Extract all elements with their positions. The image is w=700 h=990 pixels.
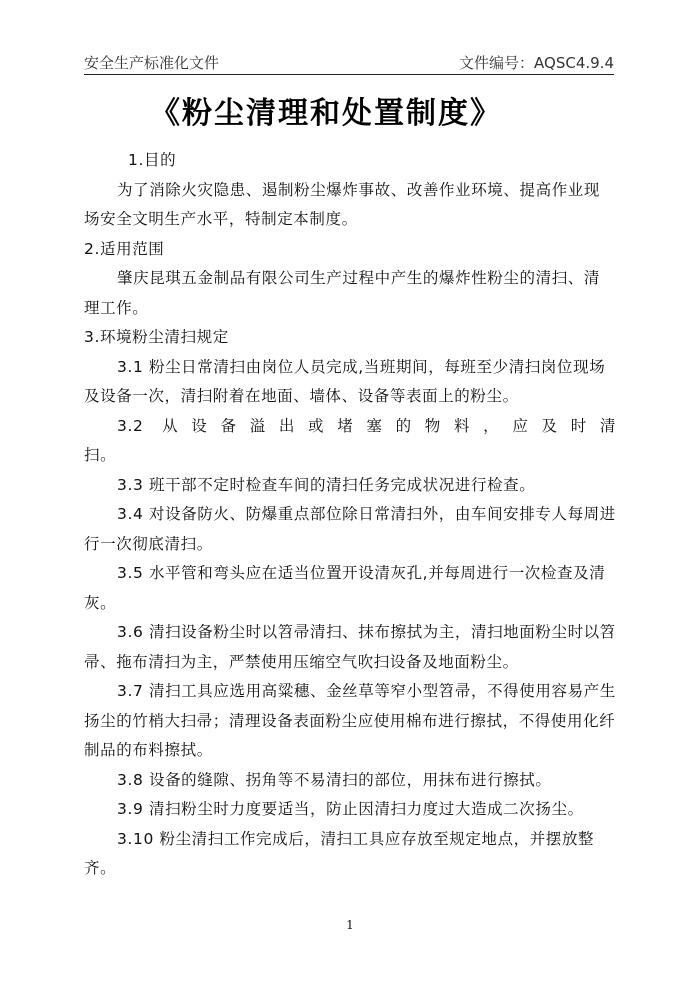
section-heading-rules: 3.环境粉尘清扫规定 (84, 328, 229, 346)
rule-item-continuation: 扫。 (84, 446, 117, 464)
rule-item: 3.6 清扫设备粉尘时以笤帚清扫、抹布擦拭为主，清扫地面粉尘时以笤帚、拖布清扫为主，严禁使用压缩空气吹扫设备及地面粉尘。 (84, 623, 616, 671)
rule-item: 3.9 清扫粉尘时力度要适当，防止因清扫力度过大造成二次扬尘。 (117, 800, 584, 818)
rule-item: 3.7 清扫工具应选用高粱穗、金丝草等窄小型笤帚，不得使用容易产生扬尘的竹梢大扫帚；清理设备表面粉尘应使用棉布进行擦拭，不得使用化纤制品的布料擦拭。 (84, 682, 616, 759)
section-text-purpose: 为了消除火灾隐患、遏制粉尘爆炸事故、改善作业环境、提高作业现场安全文明生产水平，特制定本制度。 (84, 180, 601, 228)
document-title: 《粉尘清理和处置制度》 (150, 96, 502, 131)
rule-item: 3.3 班干部不定时检查车间的清扫任务完成状况进行检查。 (117, 475, 536, 494)
rule-item: 3.5 水平管和弯头应在适当位置开设清灰孔,并每周进行一次检查及清灰。 (84, 564, 606, 612)
section-heading-purpose: 1.目的 (128, 151, 177, 169)
header-doc-number: 文件编号：AQSC4.9.4 (459, 54, 614, 72)
page-header (84, 50, 614, 75)
rule-item: 3.2 从设备溢出或堵塞的物料，应及时清 (117, 416, 616, 435)
header-doc-category: 安全生产标准化文件 (84, 54, 220, 72)
rule-item: 3.4 对设备防火、防爆重点部位除日常清扫外，由车间安排专人每周进行一次彻底清扫。 (84, 505, 616, 553)
section-heading-scope: 2.适用范围 (84, 239, 165, 258)
document-body (84, 146, 616, 884)
page-number: 1 (346, 918, 354, 932)
rule-item: 3.10 粉尘清扫工作完成后，清扫工具应存放至规定地点，并摆放整齐。 (84, 829, 595, 877)
section-text-scope: 肇庆昆琪五金制品有限公司生产过程中产生的爆炸性粉尘的清扫、清理工作。 (84, 269, 601, 317)
rule-item: 3.8 设备的缝隙、拐角等不易清扫的部位，用抹布进行擦拭。 (117, 770, 552, 789)
rule-item: 3.1 粉尘日常清扫由岗位人员完成,当班期间，每班至少清扫岗位现场及设备一次，清扫附着在地面、墙体、设备等表面上的粉尘。 (84, 357, 606, 405)
